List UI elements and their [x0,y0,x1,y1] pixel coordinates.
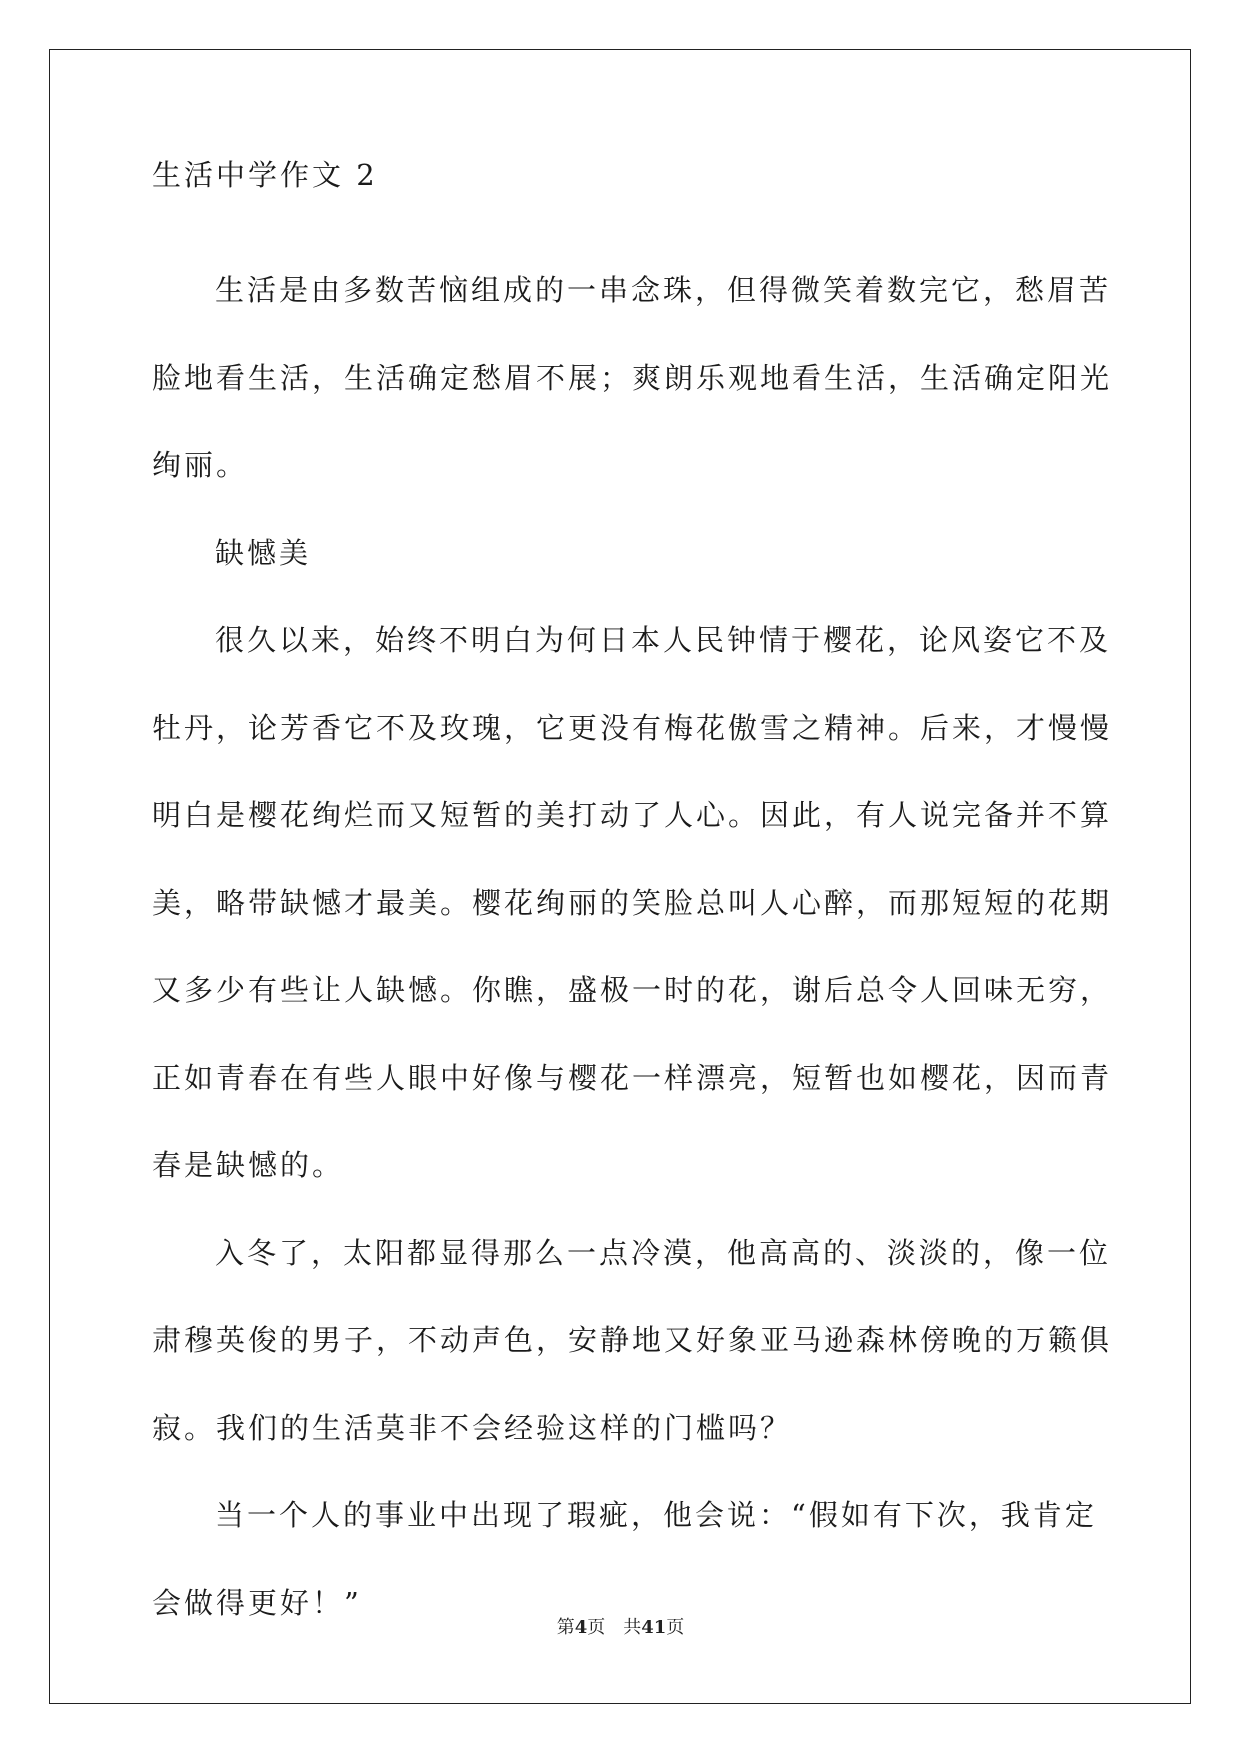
text-line: 当一个人的事业中出现了瑕疵，他会说：“假如有下次，我肯定 [215,1498,1097,1532]
paragraph-lines [152,247,1113,1647]
page-number: 4 [574,1617,588,1638]
text-line: 美，略带缺憾才最美。樱花绚丽的笑脸总叫人心醉，而那短短的花期 [152,885,1113,920]
text-line: 又多少有些让人缺憾。你瞧，盛极一时的花，谢后总令人回味无穷， [152,973,1113,1007]
text-line: 寂。我们的生活莫非不会经验这样的门槛吗？ [152,1410,793,1445]
text-line: 入冬了，太阳都显得那么一点冷漠，他高高的、淡淡的，像一位 [215,1235,1112,1270]
text-line: 牡丹，论芳香它不及玫瑰，它更没有梅花傲雪之精神。后来，才慢慢 [152,710,1113,745]
page-prefix: 第 [556,1617,575,1638]
text-line: 很久以来，始终不明白为何日本人民钟情于樱花，论风姿它不及 [215,623,1112,657]
text-line: 生活是由多数苦恼组成的一串念珠，但得微笑着数完它，愁眉苦 [215,273,1112,307]
text-line: 春是缺憾的。 [152,1148,345,1182]
document-title: 生活中学作文 2 [152,158,378,192]
text-line: 正如青春在有些人眼中好像与樱花一样漂亮，短暂也如樱花，因而青 [152,1060,1113,1095]
page-suffix: 页 [587,1617,606,1638]
total-pages: 41 [641,1617,667,1638]
text-line: 脸地看生活，生活确定愁眉不展；爽朗乐观地看生活，生活确定阳光 [152,360,1113,395]
total-prefix: 共 [623,1617,642,1638]
text-line: 绚丽。 [152,448,249,482]
text-line: 肃穆英俊的男子，不动声色，安静地又好象亚马逊森林傍晚的万籁俱 [152,1323,1113,1357]
text-line: 会做得更好！” [152,1585,362,1620]
document-body [152,158,1113,1647]
text-line: 明白是樱花绚烂而又短暂的美打动了人心。因此，有人说完备并不算 [152,798,1113,832]
text-line: 缺憾美 [215,535,312,570]
total-suffix: 页 [666,1617,685,1638]
page-footer [0,1613,1241,1639]
